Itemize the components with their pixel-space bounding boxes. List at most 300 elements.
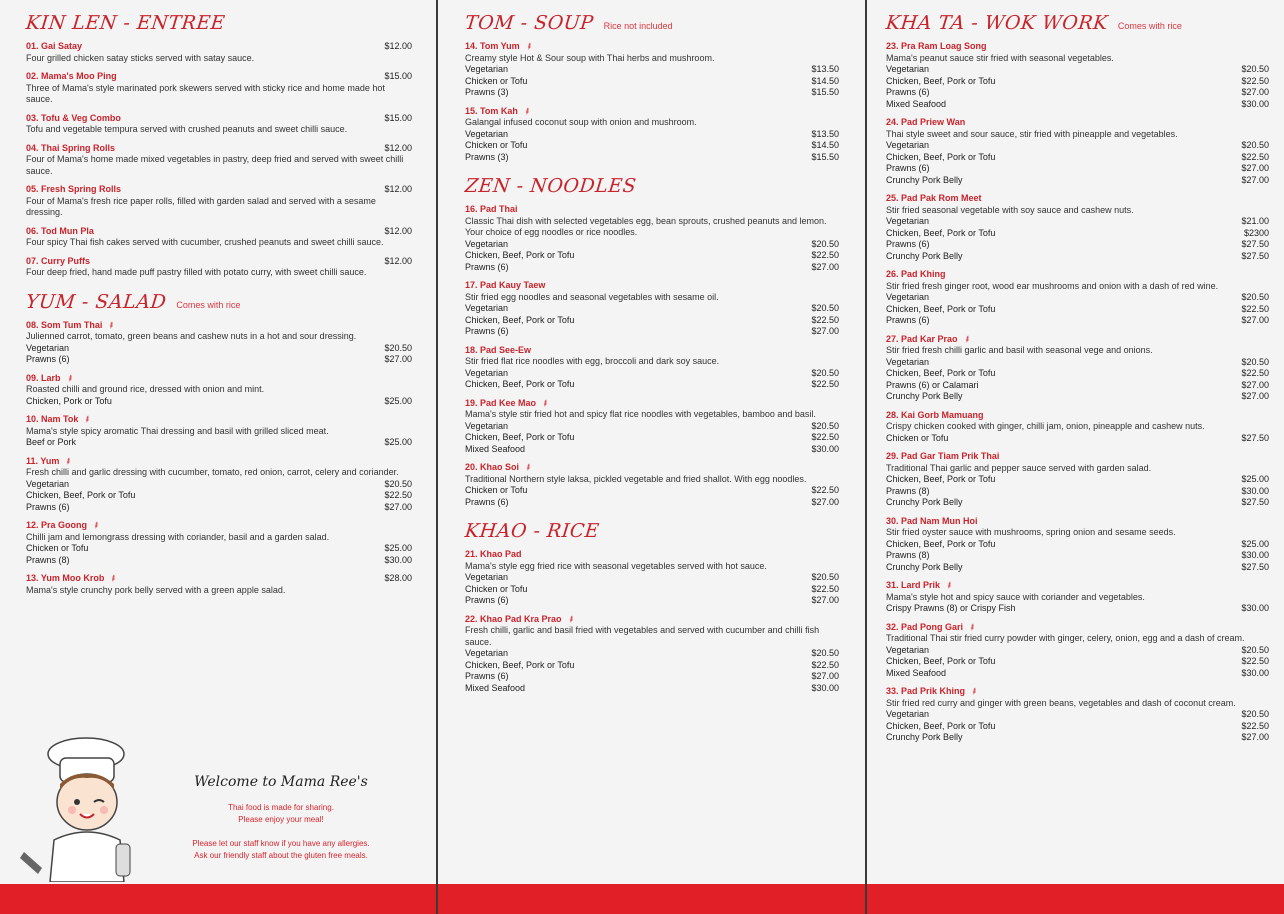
price-option-row [465,432,839,444]
option-price: $27.00 [1241,315,1269,325]
menu-item-description: Stir fried oyster sauce with mushrooms, spring onion and sesame seeds. [886,527,1176,537]
option-price: $20.50 [1241,709,1269,719]
menu-item-description: Traditional Thai garlic and pepper sauce served with garden salad. [886,462,1152,473]
menu-item-name: 29. Pad Gar Tiam Prik Thai [886,451,1000,461]
price-option-row [886,562,1269,574]
option-label: Prawns (6) [26,501,70,512]
option-price: $20.50 [1241,64,1269,74]
option-price: $27.00 [811,595,839,605]
chili-icon: ⸙ [540,396,552,410]
option-label: Vegetarian [886,356,930,367]
menu-item [465,280,839,338]
menu-item-header [465,204,839,216]
option-price: $14.50 [811,140,839,150]
option-label: Vegetarian [26,342,70,353]
menu-item-description: Fresh chilli, garlic and basil fried with vegetables and served with cucumber and chilli fish sauce. [465,625,820,647]
option-price: $20.50 [811,303,839,313]
price-option-row [886,216,1269,228]
menu-item-header [886,193,1269,205]
option-price: $15.50 [811,87,839,97]
option-price: $22.50 [811,659,839,670]
menu-item-header [465,398,839,410]
menu-item-description: Mama's style crunchy pork belly served with a green apple salad. [26,584,286,595]
option-label: Chicken or Tofu [465,75,528,86]
menu-item [26,573,412,596]
menu-item-title [886,580,954,592]
menu-item-name: 28. Kai Gorb Mamuang [886,409,984,420]
menu-item-title [465,549,522,561]
menu-item-title [886,334,971,346]
menu-item-header [465,614,839,626]
price-option-row [26,396,412,408]
chili-icon: ⸙ [106,318,118,332]
menu-item [465,204,839,273]
price-option-row [465,497,839,509]
section-title: TOM - SOUP [463,12,595,34]
menu-item-price: $12.00 [384,255,412,266]
menu-item-title [465,106,531,118]
menu-item-header [465,280,839,292]
panel-column [26,0,412,596]
option-label: Beef or Pork [26,437,77,447]
menu-item-header [886,334,1269,346]
menu-item-header [886,410,1269,422]
section-header [465,175,839,197]
option-price: $27.00 [811,496,839,507]
menu-item-header [886,451,1269,463]
price-option-row [465,683,839,695]
menu-item-description: Three of Mama's style marinated pork skewers served with sticky rice and home made hot sauce. [26,82,385,104]
price-option-row [886,550,1269,562]
option-label: Mixed Seafood [886,667,947,678]
option-label: Crunchy Pork Belly [886,497,963,507]
menu-item-header [26,184,412,196]
panel-column [886,0,1269,744]
menu-item-name: 21. Khao Pad [465,549,522,559]
price-option-row [886,668,1269,680]
option-label: Vegetarian [886,64,930,74]
option-price: $20.50 [811,572,839,582]
chili-icon: ⸙ [64,371,76,385]
option-label: Chicken, Beef, Pork or Tofu [886,656,996,666]
option-label: Chicken, Beef, Pork or Tofu [886,474,996,484]
option-label: Crunchy Pork Belly [886,391,963,401]
menu-item-title [886,686,979,698]
option-price: $20.50 [811,420,839,431]
price-option-row [886,486,1269,498]
menu-item [886,269,1269,327]
price-option-row [465,660,839,672]
menu-item-title [26,113,121,125]
menu-item-description: Stir fried fresh chilli garlic and basil with seasonal vege and onions. [886,345,1153,355]
menu-item-header [26,320,412,332]
menu-item-header [26,41,412,53]
price-option-row [886,368,1269,380]
menu-item-header [886,580,1269,592]
menu-item-title [886,410,984,422]
option-label: Vegetarian [465,648,509,658]
menu-item-name: 15. Tom Kah [465,105,518,116]
menu-item-title [465,462,533,474]
option-label: Vegetarian [886,216,930,226]
menu-item-header [26,143,412,155]
menu-item-price: $12.00 [384,184,412,194]
menu-item-price: $12.00 [384,41,412,51]
option-label: Prawns (6) [465,671,509,681]
menu-item-header [26,71,412,83]
menu-item [26,320,412,366]
menu-item-name: 10. Nam Tok [26,414,79,424]
option-price: $27.50 [1241,432,1269,443]
menu-item-title [26,320,116,332]
menu-item-description: Stir fried flat rice noodles with egg, broccoli and dark soy sauce. [465,356,720,366]
price-option-row [886,357,1269,369]
menu-item-title [26,41,82,53]
menu-item [886,117,1269,186]
menu-item-name: 03. Tofu & Veg Combo [26,112,121,123]
chili-icon: ⸙ [91,519,103,532]
option-label: Vegetarian [465,128,509,139]
menu-item-name: 24. Pad Priew Wan [886,117,966,127]
menu-item-header [465,549,839,561]
menu-item-name: 12. Pra Goong [26,520,88,530]
menu-item-title [465,345,531,357]
option-price: $25.00 [384,543,412,553]
option-label: Chicken, Beef, Pork or Tofu [886,151,996,162]
menu-item-title [26,71,117,83]
price-option-row [886,163,1269,175]
price-option-row [465,262,839,274]
menu-item [886,451,1269,509]
option-price: $20.50 [1241,356,1269,367]
option-price: $27.00 [1241,732,1269,742]
menu-item-header [26,520,412,532]
section-title: ZEN - NOODLES [463,175,638,197]
option-price: $20.50 [1241,644,1269,655]
option-label: Crunchy Pork Belly [886,174,963,185]
price-option-row [886,140,1269,152]
option-label: Prawns (6) [465,595,509,605]
option-label: Chicken, Pork or Tofu [26,395,112,406]
menu-item [26,226,412,249]
price-option-row [26,555,412,567]
option-price: $20.50 [1241,140,1269,150]
menu-item-name: 20. Khao Soi [465,462,520,472]
option-price: $27.00 [811,671,839,681]
section-header [886,12,1269,34]
option-price: $30.00 [1241,98,1269,109]
option-label: Prawns (6) [26,354,70,364]
menu-item-description: Roasted chilli and ground rice, dressed with onion and mint. [26,384,265,394]
menu-item [26,143,412,178]
option-label: Vegetarian [465,420,509,431]
menu-item-name: 05. Fresh Spring Rolls [26,184,122,194]
option-price: $30.00 [1241,485,1269,496]
section-header [465,12,839,34]
option-label: Vegetarian [465,367,509,378]
price-option-row [886,152,1269,164]
menu-item-description: Tofu and vegetable tempura served with crushed peanuts and sweet chilli sauce. [26,124,348,134]
menu-item [886,193,1269,262]
price-option-row [886,228,1269,240]
option-price: $13.50 [811,128,839,139]
menu-item-header [886,686,1269,698]
menu-item-title [26,143,115,155]
section-note: Rice not included [603,21,673,31]
menu-item [26,256,412,279]
option-label: Vegetarian [886,292,930,302]
price-option-row [465,76,839,88]
option-label: Prawns (3) [465,151,509,162]
menu-item-title [886,622,977,634]
menu-item-header [26,373,412,385]
section-header [465,520,839,542]
option-label: Chicken or Tofu [465,140,528,150]
menu-item-header [465,462,839,474]
option-price: $30.00 [811,443,839,454]
option-label: Chicken, Beef, Pork or Tofu [465,314,575,325]
menu-item-title [26,573,118,585]
menu-item-header [26,573,412,585]
menu-item-price: $28.00 [384,573,412,583]
price-option-row [465,648,839,660]
option-price: $30.00 [1241,603,1269,613]
option-label: Vegetarian [886,140,930,150]
option-label: Prawns (6) [465,261,509,272]
menu-item-description: Fresh chilli and garlic dressing with cucumber, tomato, red onion, carrot, celery and coriander. [26,467,399,477]
section-note: Comes with rice [176,299,241,310]
price-option-row [886,76,1269,88]
price-option-row [26,343,412,355]
menu-item-name: 32. Pad Pong Gari [886,621,964,632]
menu-item-title [26,373,74,385]
menu-item-title [465,204,518,216]
option-price: $27.00 [384,354,412,364]
menu-item-title [886,41,987,53]
price-option-row [886,99,1269,111]
menu-item [26,184,412,219]
option-label: Vegetarian [26,478,70,489]
option-price: $27.00 [811,261,839,272]
chili-icon: ⸙ [969,685,981,698]
chef-illustration [20,732,160,882]
option-price: $21.00 [1241,216,1269,226]
menu-item-header [26,414,412,426]
menu-item-description: Galangal infused coconut soup with onion and mushroom. [465,117,697,127]
menu-item-name: 08. Som Tum Thai [26,319,103,330]
menu-item-description: Four grilled chicken satay sticks served with satay sauce. [26,52,255,63]
menu-item-name: 17. Pad Kauy Taew [465,280,546,290]
menu-item [886,622,1269,680]
price-option-row [465,87,839,99]
chili-icon: ⸙ [565,612,577,626]
price-option-row [465,444,839,456]
menu-item-title [886,269,946,281]
option-price: $22.50 [811,379,839,389]
menu-item [26,520,412,566]
option-price: $22.50 [1241,151,1269,162]
option-price: $25.00 [1241,474,1269,484]
price-option-row [465,250,839,262]
option-label: Crispy Prawns (8) or Crispy Fish [886,603,1016,613]
price-option-row [465,326,839,338]
option-label: Vegetarian [465,572,509,582]
chili-icon: ⸙ [523,40,535,53]
menu-item [886,516,1269,574]
menu-item-name: 22. Khao Pad Kra Prao [465,613,562,624]
menu-item-header [886,117,1269,129]
menu-item-title [465,41,533,53]
menu-item [465,106,839,164]
option-price: $14.50 [811,75,839,86]
price-option-row [465,303,839,315]
option-price: $22.50 [811,583,839,594]
menu-item-name: 30. Pad Nam Mun Hoi [886,515,978,526]
option-label: Chicken, Beef, Pork or Tofu [886,720,996,731]
option-label: Prawns (6) [465,496,509,507]
option-label: Chicken or Tofu [886,432,949,443]
welcome-title: Welcome to Mama Ree's [194,774,368,790]
menu-item-title [465,280,545,292]
menu-item-description: Mama's style egg fried rice with seasonal vegetables served with hot sauce. [465,560,767,571]
menu-panel-middle [438,0,865,914]
menu-item-name: 01. Gai Satay [26,41,83,51]
menu-item-header [886,269,1269,281]
option-price: $30.00 [811,682,839,693]
menu-item [465,462,839,508]
price-option-row [886,433,1269,445]
menu-item-description: Thai style sweet and sour sauce, stir fried with pineapple and vegetables. [886,128,1178,139]
menu-item-description: Creamy style Hot & Sour soup with Thai herbs and mushroom. [465,52,715,63]
menu-item [26,113,412,136]
section-header [26,12,412,34]
option-price: $22.50 [1241,656,1269,666]
option-price: $15.50 [811,151,839,162]
option-label: Crunchy Pork Belly [886,561,963,572]
price-option-row [465,379,839,391]
option-label: Crunchy Pork Belly [886,250,963,261]
option-price: $22.50 [1241,75,1269,86]
price-option-row [886,175,1269,187]
option-price: $22.50 [1241,303,1269,314]
menu-item-description: Four deep fried, hand made puff pastry filled with potato curry, with sweet chilli sauce. [26,267,367,277]
option-price: $22.50 [811,485,839,495]
price-option-row [886,709,1269,721]
menu-item-price: $15.00 [384,71,412,81]
price-option-row [26,437,412,449]
menu-item [886,686,1269,744]
option-label: Chicken, Beef, Pork or Tofu [465,250,575,260]
section-title: YUM - SALAD [24,290,168,313]
menu-item-price: $12.00 [384,225,412,236]
menu-item-description: Four spicy Thai fish cakes served with cucumber, crushed peanuts and sweet chilli sauce. [26,237,384,247]
price-option-row [465,129,839,141]
menu-item-description: Mama's style spicy aromatic Thai dressing and basil with grilled sliced meat. [26,425,329,436]
menu-item-description: Four of Mama's home made mixed vegetables in pastry, deep fried and served with sweet chilli sauce. [26,154,404,176]
chili-icon: ⸙ [522,104,533,118]
price-option-row [465,64,839,76]
menu-item-header [26,456,412,468]
menu-item [465,614,839,695]
option-label: Vegetarian [886,644,930,655]
option-price: $30.00 [384,554,412,565]
menu-item [886,580,1269,615]
option-label: Vegetarian [465,303,509,313]
price-option-row [465,485,839,497]
chili-icon: ⸙ [108,572,120,585]
option-label: Chicken, Beef, Pork or Tofu [886,227,996,238]
menu-item-name: 23. Pra Ram Loag Song [886,41,987,51]
option-price: $22.50 [811,432,839,442]
menu-item-description: Stir fried red curry and ginger with green beans, vegetables and dash of coconut cream. [886,697,1236,708]
price-option-row [886,721,1269,733]
option-price: $27.00 [1241,379,1269,390]
menu-item-name: 07. Curry Puffs [26,255,91,266]
menu-item-name: 31. Lard Prik [886,580,941,590]
welcome-line: Please enjoy your meal! [238,815,324,824]
menu-item-description: Mama's peanut sauce stir fried with seasonal vegetables. [886,52,1114,63]
price-option-row [26,490,412,502]
menu-item-header [465,41,839,53]
price-option-row [886,87,1269,99]
menu-item-header [26,226,412,238]
menu-item-title [886,193,982,205]
menu-item [465,549,839,607]
menu-item [26,41,412,64]
option-label: Prawns (6) [465,326,509,336]
menu-item-title [26,456,73,468]
menu-item [886,410,1269,445]
option-label: Prawns (3) [465,87,509,97]
menu-item-name: 16. Pad Thai [465,204,518,214]
option-price: $22.50 [1241,368,1269,378]
chili-icon: ⸙ [82,413,94,426]
menu-item-name: 13. Yum Moo Krob [26,573,105,583]
price-option-row [886,315,1269,327]
menu-item-title [26,520,101,532]
menu-item [465,398,839,456]
option-price: $27.00 [1241,163,1269,173]
option-price: $27.50 [1241,497,1269,507]
option-label: Chicken or Tofu [465,485,528,495]
menu-item-description: Traditional Thai stir fried curry powder with ginger, celery, onion, egg and a dash of cream. [886,633,1245,643]
menu-panel-right [867,0,1284,914]
option-price: $22.50 [384,490,412,500]
option-label: Mixed Seafood [886,98,947,109]
price-option-row [465,421,839,433]
option-label: Prawns (8) [886,550,930,560]
menu-item-name: 06. Tod Mun Pla [26,225,94,236]
menu-panel-left [0,0,436,914]
price-option-row [886,603,1269,615]
option-price: $27.00 [1241,391,1269,401]
section-title: KHA TA - WOK WORK [884,12,1109,34]
menu-item-header [465,106,839,118]
menu-item [26,414,412,449]
menu-item-title [465,398,550,410]
menu-item [26,71,412,106]
price-option-row [886,251,1269,263]
menu-item-description: Stir fried egg noodles and seasonal vegetables with sesame oil. [465,291,719,302]
option-label: Chicken or Tofu [465,583,528,594]
price-option-row [465,671,839,683]
welcome-line: Thai food is made for sharing. [228,803,334,812]
menu-item-description: Stir fried seasonal vegetable with soy sauce and cashew nuts. [886,204,1134,215]
menu-item-header [886,516,1269,528]
option-price: $25.00 [384,395,412,406]
menu-item-title [26,414,92,426]
price-option-row [465,368,839,380]
